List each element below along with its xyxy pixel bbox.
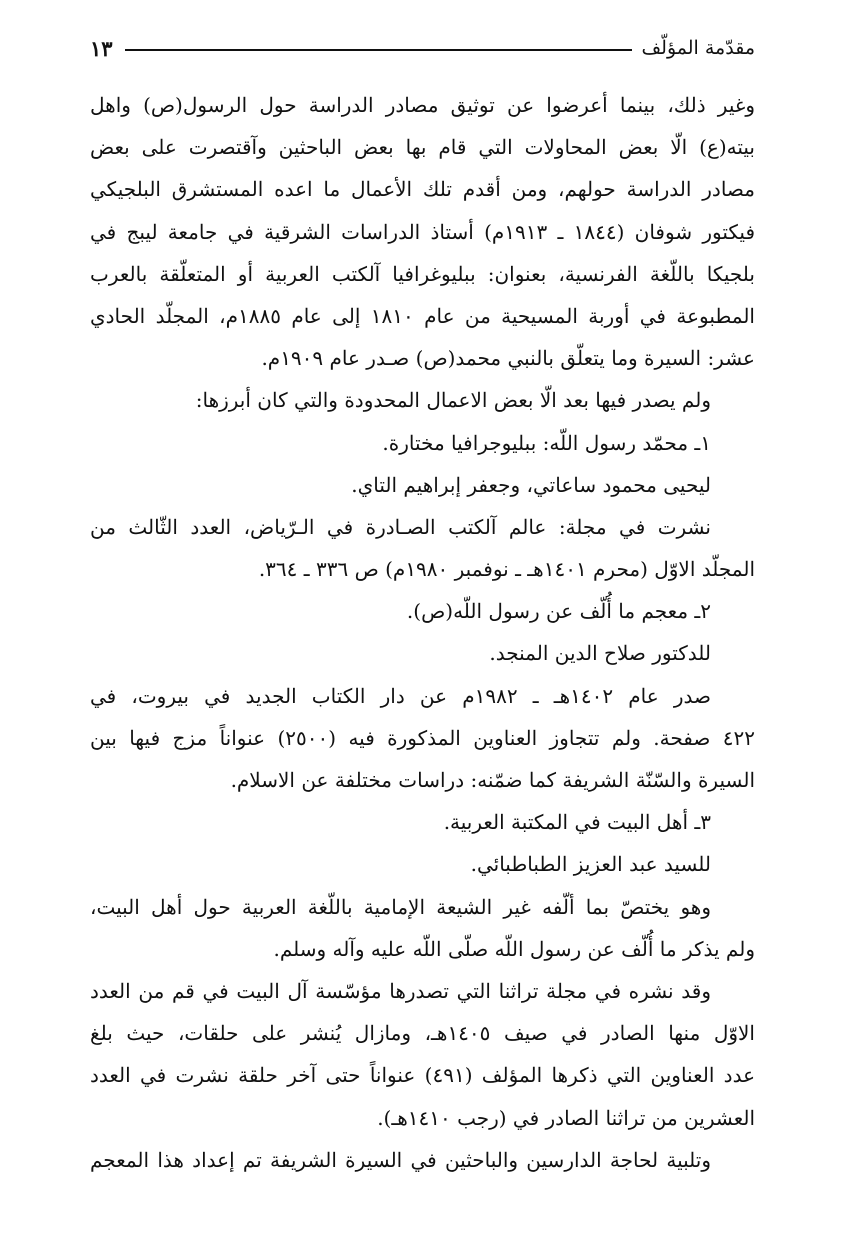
text-line: السيرة والسّنّة الشريفة كما ضمّنه: دراسات مختلفة عن الاسلام. [230,768,755,792]
text-line: عدد العناوين التي ذكرها المؤلف (٤٩١) عنواناً حتى آخر حلقة نشرت في العدد [90,1063,755,1088]
list-item-author: للدكتور صلاح الدين المنجد. [489,641,711,666]
text-line: بلجيكا باللّغة الفرنسية، بعنوان: ببليوغرافيا آلكتب العربية أو المتعلّقة بالعرب [90,261,755,286]
text-line: وهو يختصّ بما ألّفه غير الشيعة الإمامية باللّغة العربية حول أهل البيت، [90,894,711,919]
text-line: العشرين من تراثنا الصادر في (رجب ١٤١٠هـ). [377,1105,755,1130]
text-line: المجلّد الاوّل (محرم ١٤٠١هـ ـ نوفمبر ١٩٨٠م) ص ٣٣٦ ـ ٣٦٤. [258,557,755,582]
text-line: وقد نشره في مجلة تراثنا التي تصدرها مؤسّسة آل البيت في قم من العدد [90,978,711,1003]
body-text [90,84,755,1181]
text-line: وتلبية لحاجة الدارسين والباحثين في السيرة الشريفة تم إعداد هذا المعجم [90,1147,711,1172]
text-line: عشر: السيرة وما يتعلّق بالنبي محمد(ص) صـدر عام ١٩٠٩م. [261,346,755,371]
text-line: نشرت في مجلة: عالم آلكتب الصـادرة في الـرّياض، العدد الثّالث من [90,514,711,539]
page-header [90,28,755,68]
list-item-author: ليحيى محمود ساعاتي، وجعفر إبراهيم التاي. [351,472,711,497]
running-title: مقدّمة المؤلّف [641,37,755,59]
list-item-author: للسيد عبد العزيز الطباطبائي. [470,852,711,877]
text-line: ولم يصدر فيها بعد الّا بعض الاعمال المحدودة والتي كان أبرزها: [195,388,711,413]
text-line: بيته(ع) الّا بعض المحاولات التي قام بها بعض الباحثين وآقتصرت على بعض [90,135,755,160]
text-line: الاوّل منها الصادر في صيف ١٤٠٥هـ، ومازال يُنشر على حلقات، حيث بلغ [90,1021,755,1046]
text-line: وغير ذلك، بينما أعرضوا عن توثيق مصادر الدراسة حول الرسول(ص) واهل [90,93,755,117]
text-line: ولم يذكر ما أُلّف عن رسول اللّه صلّى اللّه عليه وآله وسلم. [273,936,755,961]
text-line: مصادر الدراسة حولهم، ومن أقدم تلك الأعمال ما اعده المستشرق البلجيكي [90,177,755,202]
list-item-title: ٣ـ أهل البيت في المكتبة العربية. [443,810,711,835]
header-rule [125,49,632,51]
text-line: ٤٢٢ صفحة. ولم تتجاوز العناوين المذكورة فيه (٢٥٠٠) عنواناً مزج فيها بين [90,725,755,750]
list-item-title: ١ـ محمّد رسول اللّه: ببليوجرافيا مختارة. [382,430,711,455]
text-line: صدر عام ١٤٠٢هـ ـ ١٩٨٢م عن دار الكتاب الجديد في بيروت، في [90,683,712,708]
text-line: فيكتور شوفان (١٨٤٤ ـ ١٩١٣م) أستاذ الدراسات الشرقية في جامعة ليبج في [90,219,755,244]
page-number: ١٣ [90,35,113,61]
list-item-title: ٢ـ معجم ما أُلّف عن رسول اللّه(ص). [406,599,711,624]
text-line: المطبوعة في أوربة المسيحية من عام ١٨١٠ إلى عام ١٨٨٥م، المجلّد الحادي [90,303,755,328]
